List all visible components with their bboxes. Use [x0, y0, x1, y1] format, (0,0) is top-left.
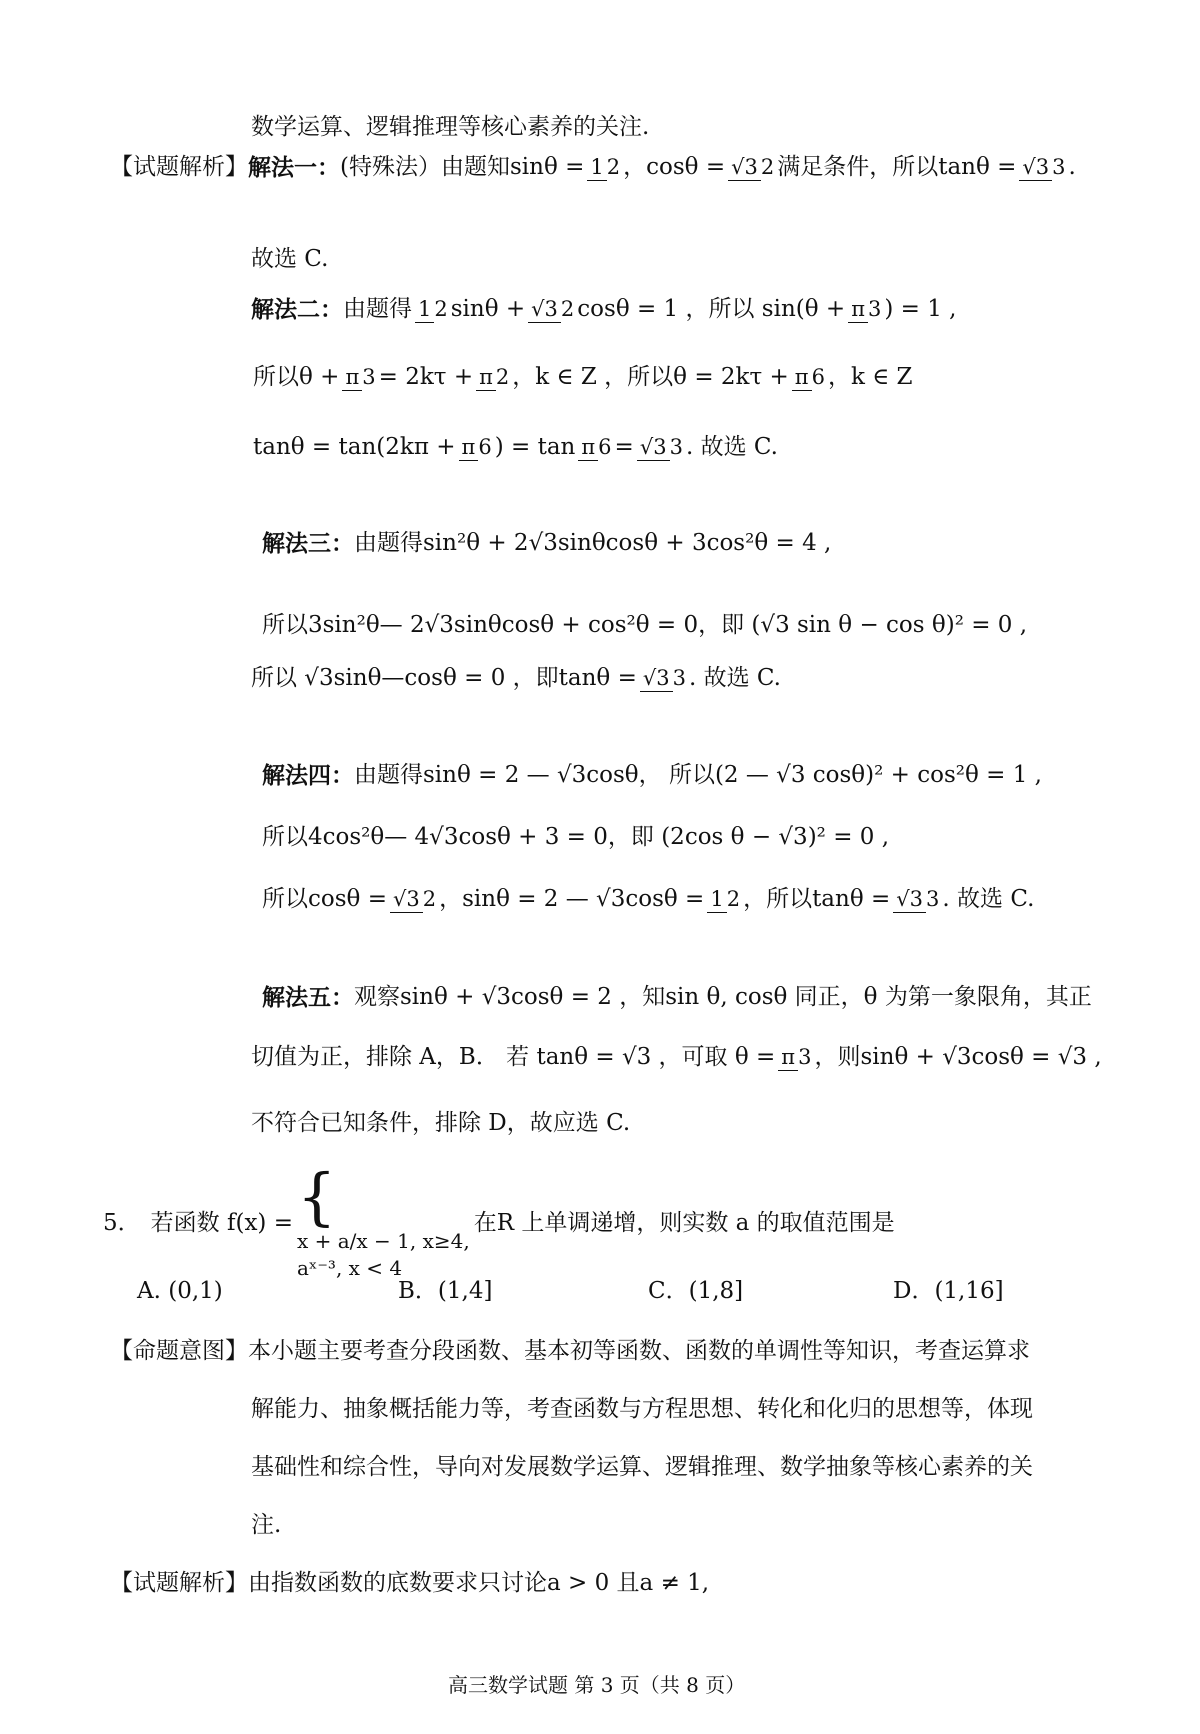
text-span: = 2kτ +: [378, 364, 474, 390]
denominator: 3: [926, 887, 940, 912]
text-span: 解能力、抽象概括能力等，考查函数与方程思想、转化和化归的思想等，体现: [251, 1396, 1033, 1422]
fraction: [637, 436, 683, 459]
text-span: . 故选 C.: [685, 434, 778, 460]
case-2: aˣ⁻³, x < 4: [296, 1256, 403, 1280]
question-5: [103, 1160, 895, 1282]
piecewise-function: [296, 1160, 470, 1282]
method-5-line-3: [251, 1110, 630, 1138]
text-span: 故选 C.: [251, 246, 329, 272]
analysis-line: [110, 1570, 709, 1598]
text-span: .: [1068, 154, 1076, 180]
method-1-conclusion: [251, 246, 328, 274]
numerator: √3: [1019, 155, 1052, 181]
option-b-text: B．(1,4]: [398, 1278, 493, 1304]
method-2-line-2: [253, 364, 913, 392]
page-footer: [448, 1673, 745, 1697]
denominator: 2: [434, 297, 448, 322]
denominator: 2: [495, 365, 510, 390]
question-text: 若函数 f(x) =: [150, 1210, 293, 1237]
option-d-text: D．(1,16]: [893, 1278, 1004, 1304]
text-span: ，k ∈ Z: [827, 364, 913, 390]
text-span: cosθ = 1 ，所以 sin(θ +: [577, 296, 846, 322]
fraction: [528, 298, 574, 321]
text-span: 不符合已知条件，排除 D，故应选 C.: [251, 1110, 631, 1136]
numerator: π: [459, 435, 479, 461]
text-span: 所以θ +: [253, 364, 340, 390]
section-tag: 【试题解析】: [110, 154, 248, 180]
method-5-line-2: [251, 1044, 1102, 1072]
left-brace: {: [296, 1160, 337, 1233]
paragraph-continuation: 数学运算、逻辑推理等核心素养的关注.: [251, 114, 650, 140]
method-2-line-1: [251, 296, 957, 324]
method-3-line-1: [262, 530, 831, 558]
fraction: [792, 366, 825, 389]
method-5-line-1: [262, 984, 1092, 1012]
section-tag: 【试题解析】: [110, 1570, 248, 1596]
intent-line-4: [251, 1512, 281, 1540]
numerator: 1: [707, 887, 726, 913]
denominator: 2: [422, 887, 437, 912]
denominator: 3: [798, 1045, 812, 1070]
method-label: 解法二：: [251, 296, 343, 323]
option-a-text: A. (0,1): [137, 1278, 223, 1304]
fraction: [578, 436, 611, 459]
method-3-line-2: [262, 612, 1027, 640]
question-number: 5．: [103, 1210, 141, 1237]
text-span: 由题得sin²θ + 2√3sinθcosθ + 3cos²θ = 4 ,: [354, 530, 832, 556]
denominator: 3: [669, 435, 683, 460]
method-3-line-3: [251, 665, 781, 693]
method-label: 解法四：: [262, 762, 354, 789]
piecewise-cases: [297, 1228, 470, 1282]
option-a: [137, 1278, 223, 1306]
text-span: (特殊法）由题知sinθ =: [340, 154, 585, 180]
fraction: [476, 366, 509, 389]
text-span: . 故选 C.: [942, 886, 1035, 912]
option-c: [648, 1278, 743, 1306]
text-span: 由指数函数的底数要求只讨论a > 0 且a ≠ 1,: [248, 1570, 710, 1596]
method-4-line-1: [262, 762, 1042, 790]
method-2-line-3: [253, 434, 778, 462]
numerator: √3: [893, 887, 926, 913]
numerator: 1: [587, 155, 606, 181]
text-span: tanθ = tan(2kπ +: [253, 434, 456, 460]
case-1: x + a/x − 1, x≥4,: [296, 1229, 470, 1253]
text-span: 由题得sinθ = 2 — √3cosθ， 所以(2 — √3 cosθ)² + cos²θ = 1 ,: [354, 762, 1042, 788]
text-span: =: [614, 434, 634, 460]
denominator: 3: [868, 297, 882, 322]
intent-line-3: [251, 1454, 1033, 1482]
option-d: [893, 1278, 1004, 1306]
fraction: [415, 298, 448, 321]
text-span: 所以 √3sinθ—cosθ = 0 ，即tanθ =: [251, 665, 637, 691]
text-span: ，cosθ =: [623, 154, 726, 180]
method-label: 解法五：: [262, 984, 354, 1011]
numerator: √3: [390, 887, 423, 913]
text-span: 基础性和综合性，导向对发展数学运算、逻辑推理、数学抽象等核心素养的关: [251, 1454, 1033, 1480]
text-span: 切值为正，排除 A，B． 若 tanθ = √3 ，可取 θ =: [251, 1044, 776, 1070]
method-4-line-3: [262, 886, 1034, 914]
section-tag: 【命题意图】: [110, 1338, 248, 1364]
text-span: 本小题主要考查分段函数、基本初等函数、函数的单调性等知识，考查运算求: [248, 1338, 1030, 1364]
denominator: 3: [672, 666, 686, 691]
text-span: 满足条件，所以tanθ =: [777, 154, 1017, 180]
text-line: [251, 114, 649, 142]
numerator: √3: [528, 297, 561, 323]
fraction: [342, 366, 375, 389]
fraction: [707, 888, 740, 911]
denominator: 2: [560, 297, 575, 322]
question-text: 在R 上单调递增，则实数 a 的取值范围是: [473, 1210, 895, 1237]
numerator: π: [578, 435, 598, 461]
method-4-line-2: [262, 824, 889, 852]
denominator: 6: [598, 435, 612, 460]
denominator: 3: [362, 365, 376, 390]
denominator: 2: [760, 155, 775, 180]
numerator: π: [778, 1045, 798, 1071]
numerator: √3: [637, 435, 670, 461]
numerator: π: [792, 365, 812, 391]
fraction: [1019, 156, 1065, 179]
fraction: [640, 667, 686, 690]
option-b: [398, 1278, 492, 1306]
text-span: ，k ∈ Z ，所以θ = 2kτ +: [512, 364, 789, 390]
fraction: [390, 888, 436, 911]
text-span: 观察sinθ + √3cosθ = 2 ，知sin θ, cosθ 同正，θ 为第一象限角，其正: [354, 984, 1092, 1010]
method-label: 解法三：: [262, 530, 354, 557]
numerator: π: [476, 365, 496, 391]
denominator: 3: [1052, 155, 1066, 180]
text-span: ，所以tanθ =: [743, 886, 891, 912]
fraction: [459, 436, 492, 459]
text-span: sinθ +: [450, 296, 526, 322]
method-1-line: [110, 154, 1076, 182]
intent-line-2: [251, 1396, 1033, 1424]
numerator: π: [848, 297, 868, 323]
denominator: 2: [726, 887, 741, 912]
denominator: 2: [606, 155, 621, 180]
fraction: [893, 888, 939, 911]
numerator: √3: [640, 666, 673, 692]
fraction: [587, 156, 620, 179]
text-span: 注.: [251, 1512, 282, 1538]
text-span: 所以3sin²θ— 2√3sinθcosθ + cos²θ = 0，即 (√3 sin θ − cos θ)² = 0 ,: [262, 612, 1028, 638]
numerator: 1: [415, 297, 434, 323]
text-span: ，sinθ = 2 — √3cosθ =: [439, 886, 705, 912]
text-span: 所以4cos²θ— 4√3cosθ + 3 = 0，即 (2cos θ − √3)² = 0 ,: [262, 824, 890, 850]
method-label: 解法一：: [248, 154, 340, 181]
intent-line-1: [110, 1338, 1030, 1366]
text-span: . 故选 C.: [688, 665, 781, 691]
option-c-text: C．(1,8]: [648, 1278, 744, 1304]
fraction: [728, 156, 774, 179]
text-span: ) = tan: [494, 434, 576, 460]
footer-text: 高三数学试题 第 3 页（共 8 页）: [448, 1673, 746, 1697]
fraction: [848, 298, 881, 321]
numerator: √3: [728, 155, 761, 181]
text-span: ) = 1 ,: [884, 296, 957, 322]
text-span: ，则sinθ + √3cosθ = √3 ,: [814, 1044, 1102, 1070]
numerator: π: [342, 365, 362, 391]
text-span: 由题得: [343, 296, 412, 322]
fraction: [778, 1046, 811, 1069]
text-span: 所以cosθ =: [262, 886, 387, 912]
denominator: 6: [478, 435, 492, 460]
denominator: 6: [811, 365, 825, 390]
